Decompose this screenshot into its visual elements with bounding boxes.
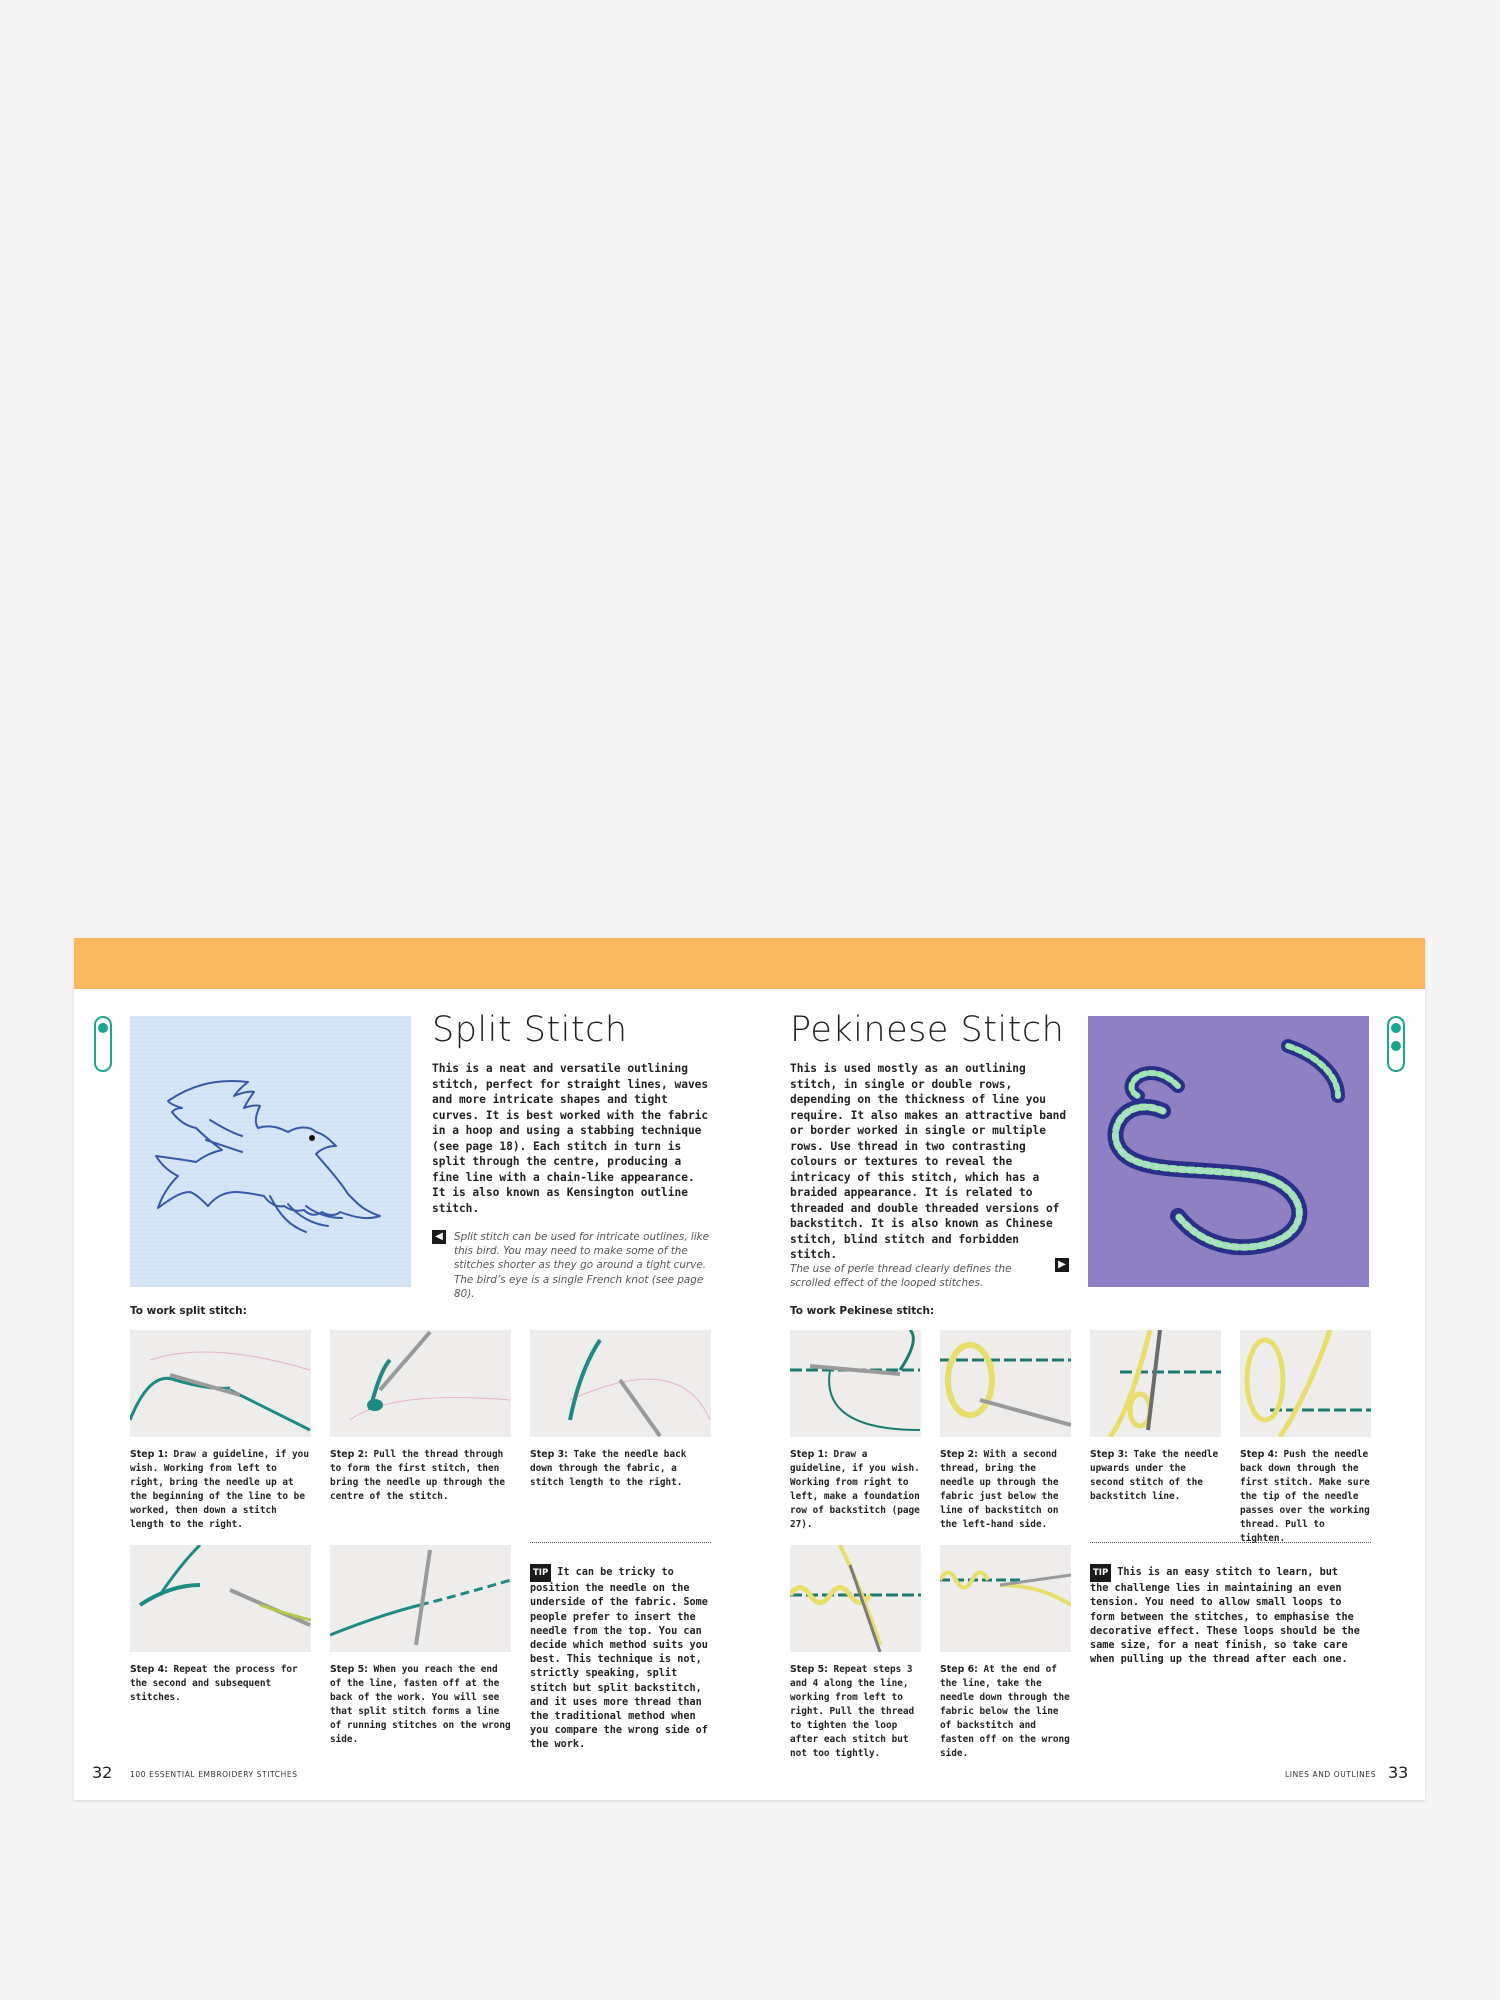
pekinese-step2-photo xyxy=(940,1330,1071,1437)
page-number-left: 32 xyxy=(92,1763,113,1782)
split-step1-photo xyxy=(130,1330,311,1437)
left-thumb-tab xyxy=(94,1016,112,1072)
split-step5-text: Step 5: When you reach the end of the line, fasten off at the back of the work. You will see that split stitch forms a line of running stitches on the wrong side. xyxy=(330,1664,511,1745)
bird-embroidery-photo xyxy=(130,1016,411,1287)
tab-dot xyxy=(98,1023,108,1033)
split-step4-photo xyxy=(130,1545,311,1652)
pekinese-step4-text: Step 4: Push the needle back down through the first stitch. Make sure the tip of the needle passes over the working thread. Pull to tighten. xyxy=(1240,1449,1370,1544)
page-title-pekinese-stitch: Pekinese Stitch xyxy=(790,1010,1065,1050)
pekinese-step3-photo xyxy=(1090,1330,1221,1437)
tab-dot xyxy=(1391,1023,1401,1033)
work-label-pekinese: To work Pekinese stitch: xyxy=(790,1305,935,1317)
running-head-right: LINES AND OUTLINES xyxy=(1285,1770,1377,1779)
tip-badge: TIP xyxy=(530,1564,551,1582)
pekinese-embroidery-photo xyxy=(1088,1016,1369,1287)
pekinese-step4-photo xyxy=(1240,1330,1371,1437)
pekinese-step6-text: Step 6: At the end of the line, take the needle down through the fabric below the line of backstitch and fasten off on the wrong side. xyxy=(940,1664,1070,1759)
gutter-shadow xyxy=(749,989,750,1800)
arrow-right-icon: ▶ xyxy=(1055,1258,1069,1272)
pekinese-tip: TIP This is an easy stitch to learn, but the challenge lies in maintaining an even tension. You need to allow small loops to form between the stitches, to emphasise the decorative effect. These loops should be the same size, for a neat finish, so take care when pulling up the thread after each one. xyxy=(1090,1564,1360,1667)
scroll-stitch-illustration xyxy=(1088,1016,1369,1287)
split-step3-text: Step 3: Take the needle back down through the fabric, a stitch length to the right. xyxy=(530,1449,687,1488)
split-stitch-caption: Split stitch can be used for intricate outlines, like this bird. You may need to make some of the stitches shorter as they go around a tight curve. The bird’s eye is a single French knot (see page 80). xyxy=(454,1231,710,1300)
split-step5-photo xyxy=(330,1545,511,1652)
pekinese-step2-text: Step 2: With a second thread, bring the needle up through the fabric just below the line of backstitch on the left-hand side. xyxy=(940,1449,1059,1530)
pekinese-step5-photo xyxy=(790,1545,921,1652)
page-number-right: 33 xyxy=(1388,1763,1409,1782)
work-label-split: To work split stitch: xyxy=(130,1305,247,1317)
header-band xyxy=(74,938,1425,989)
tab-dot xyxy=(1391,1041,1401,1051)
split-step2-text: Step 2: Pull the thread through to form the first stitch, then bring the needle up through the centre of the stitch. xyxy=(330,1449,505,1502)
pekinese-step1-text: Step 1: Draw a guideline, if you wish. Working from right to left, make a foundation row of backstitch (page 27). xyxy=(790,1449,920,1530)
split-step3-photo xyxy=(530,1330,711,1437)
page-title-split-stitch: Split Stitch xyxy=(432,1010,628,1050)
tip-badge: TIP xyxy=(1090,1564,1111,1582)
running-head-left: 100 ESSENTIAL EMBROIDERY STITCHES xyxy=(130,1770,298,1779)
pekinese-step5-text: Step 5: Repeat steps 3 and 4 along the line, working from left to right. Pull the thread to tighten the loop after each stitch but not too tightly. xyxy=(790,1664,915,1759)
book-spread xyxy=(74,938,1425,1800)
tip-divider xyxy=(1090,1542,1371,1543)
pekinese-step6-photo xyxy=(940,1545,1071,1652)
bird-outline-illustration xyxy=(130,1016,411,1287)
arrow-left-icon: ◀ xyxy=(432,1230,446,1244)
split-step2-photo xyxy=(330,1330,511,1437)
split-stitch-intro: This is a neat and versatile outlining stitch, perfect for straight lines, waves and more intricate shapes and tight curves. It is best worked with the fabric in a hoop and using a stabbing technique (see page 18). Each stitch in turn is split through the centre, producing a fine line with a chain-like appearance. It is also known as Kensington outline stitch. xyxy=(432,1062,709,1215)
pekinese-stitch-caption: The use of perle thread clearly defines the scrolled effect of the looped stitches. xyxy=(790,1263,1012,1290)
pekinese-stitch-intro: This is used mostly as an outlining stitch, in single or double rows, depending on the thickness of line you require. It also makes an attractive band or border worked in single or multiple rows. Use thread in two contrasting colours or textures to reveal the intricacy of this stitch, which has a braided appearance. It is related to threaded and double threaded versions of backstitch. It is also known as Chinese stitch, blind stitch and forbidden stitch. xyxy=(790,1062,1067,1261)
split-step1-text: Step 1: Draw a guideline, if you wish. Working from left to right, bring the needle up at the beginning of the line to be worked, then down a stitch length to the right. xyxy=(130,1449,309,1530)
tip-divider xyxy=(530,1542,711,1543)
right-thumb-tab xyxy=(1387,1016,1405,1072)
split-step4-text: Step 4: Repeat the process for the second and subsequent stitches. xyxy=(130,1664,298,1703)
pekinese-step1-photo xyxy=(790,1330,921,1437)
split-tip: TIP It can be tricky to position the needle on the underside of the fabric. Some people prefer to insert the needle from the top. You can decide which method suits you best. This technique is not, strictly speaking, split stitch but split backstitch, and it uses more thread than the traditional method when you compare the wrong side of the work. xyxy=(530,1564,711,1753)
pekinese-step3-text: Step 3: Take the needle upwards under the second stitch of the backstitch line. xyxy=(1090,1449,1219,1502)
